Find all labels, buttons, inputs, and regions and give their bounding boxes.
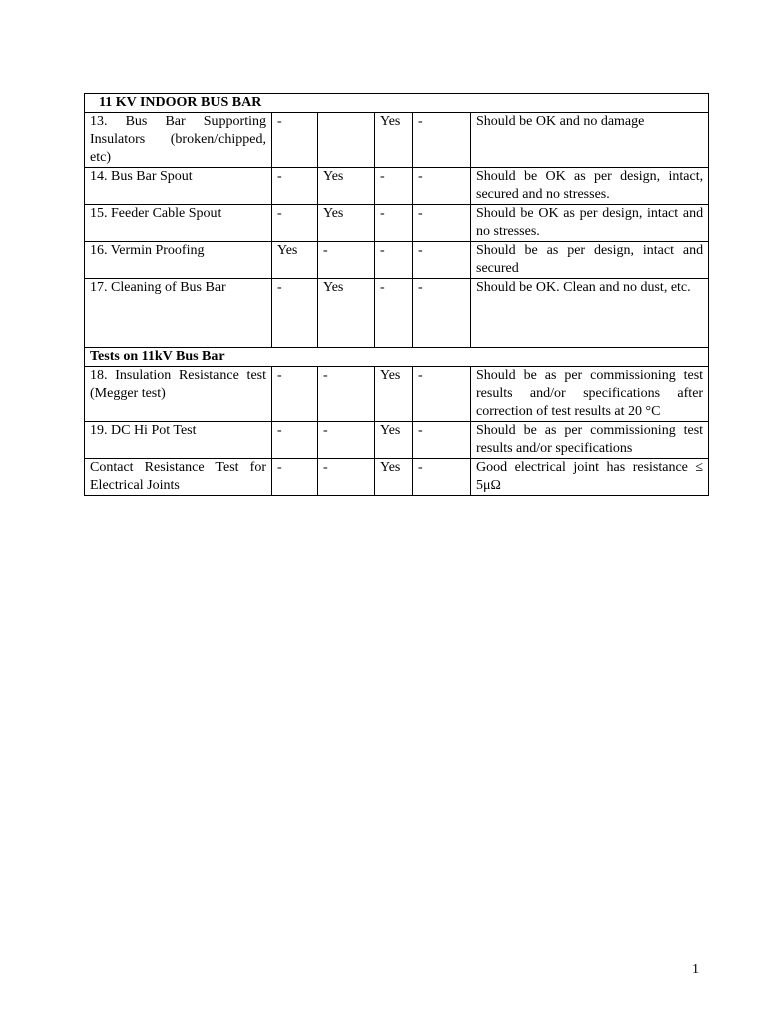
section-heading: Tests on 11kV Bus Bar <box>85 348 709 367</box>
check-cell: - <box>413 279 471 348</box>
remark-cell: Should be OK. Clean and no dust, etc. <box>471 279 709 348</box>
remark-cell: Should be OK as per design, intact, secured and no stresses. <box>471 168 709 205</box>
check-cell: Yes <box>272 242 318 279</box>
section-heading-row <box>85 348 709 367</box>
check-cell: Yes <box>375 422 413 459</box>
table-row <box>85 367 709 422</box>
check-cell: - <box>318 367 375 422</box>
check-cell: - <box>375 168 413 205</box>
item-cell: 14. Bus Bar Spout <box>85 168 272 205</box>
check-cell: - <box>413 242 471 279</box>
check-cell <box>318 113 375 168</box>
check-cell: Yes <box>375 367 413 422</box>
page-number: 1 <box>692 962 699 977</box>
check-cell: Yes <box>318 168 375 205</box>
check-cell: - <box>413 367 471 422</box>
check-cell: - <box>272 459 318 496</box>
check-cell: - <box>413 113 471 168</box>
check-cell: - <box>272 205 318 242</box>
table-row <box>85 113 709 168</box>
item-cell: 19. DC Hi Pot Test <box>85 422 272 459</box>
item-cell: 15. Feeder Cable Spout <box>85 205 272 242</box>
remark-cell: Should be OK as per design, intact and no stresses. <box>471 205 709 242</box>
table-row <box>85 242 709 279</box>
table-row <box>85 279 709 348</box>
table-row <box>85 459 709 496</box>
check-cell: - <box>272 422 318 459</box>
check-cell: - <box>272 367 318 422</box>
item-cell: 17. Cleaning of Bus Bar <box>85 279 272 348</box>
check-cell: Yes <box>318 205 375 242</box>
check-cell: - <box>413 168 471 205</box>
check-cell: - <box>272 113 318 168</box>
check-cell: - <box>413 205 471 242</box>
remark-cell: Should be as per commissioning test results and/or specifications after correction of test results at 20 °C <box>471 367 709 422</box>
check-cell: - <box>272 279 318 348</box>
table-row <box>85 205 709 242</box>
remark-cell: Should be as per commissioning test results and/or specifications <box>471 422 709 459</box>
check-cell: - <box>413 422 471 459</box>
item-cell: 18. Insulation Resistance test (Megger test) <box>85 367 272 422</box>
check-cell: - <box>375 279 413 348</box>
inspection-table <box>84 93 709 496</box>
remark-cell: Should be OK and no damage <box>471 113 709 168</box>
check-cell: - <box>375 205 413 242</box>
check-cell: - <box>272 168 318 205</box>
check-cell: - <box>413 459 471 496</box>
item-cell: Contact Resistance Test for Electrical Joints <box>85 459 272 496</box>
check-cell: Yes <box>375 113 413 168</box>
check-cell: - <box>318 422 375 459</box>
check-cell: - <box>318 459 375 496</box>
section-heading: 11 KV INDOOR BUS BAR <box>85 94 709 113</box>
check-cell: - <box>375 242 413 279</box>
item-cell: 16. Vermin Proofing <box>85 242 272 279</box>
remark-cell: Should be as per design, intact and secured <box>471 242 709 279</box>
section-heading-row <box>85 94 709 113</box>
table-row <box>85 422 709 459</box>
check-cell: - <box>318 242 375 279</box>
check-cell: Yes <box>318 279 375 348</box>
table-row <box>85 168 709 205</box>
remark-cell: Good electrical joint has resistance ≤ 5μΩ <box>471 459 709 496</box>
item-cell: 13. Bus Bar Supporting Insulators (broken/chipped, etc) <box>85 113 272 168</box>
check-cell: Yes <box>375 459 413 496</box>
